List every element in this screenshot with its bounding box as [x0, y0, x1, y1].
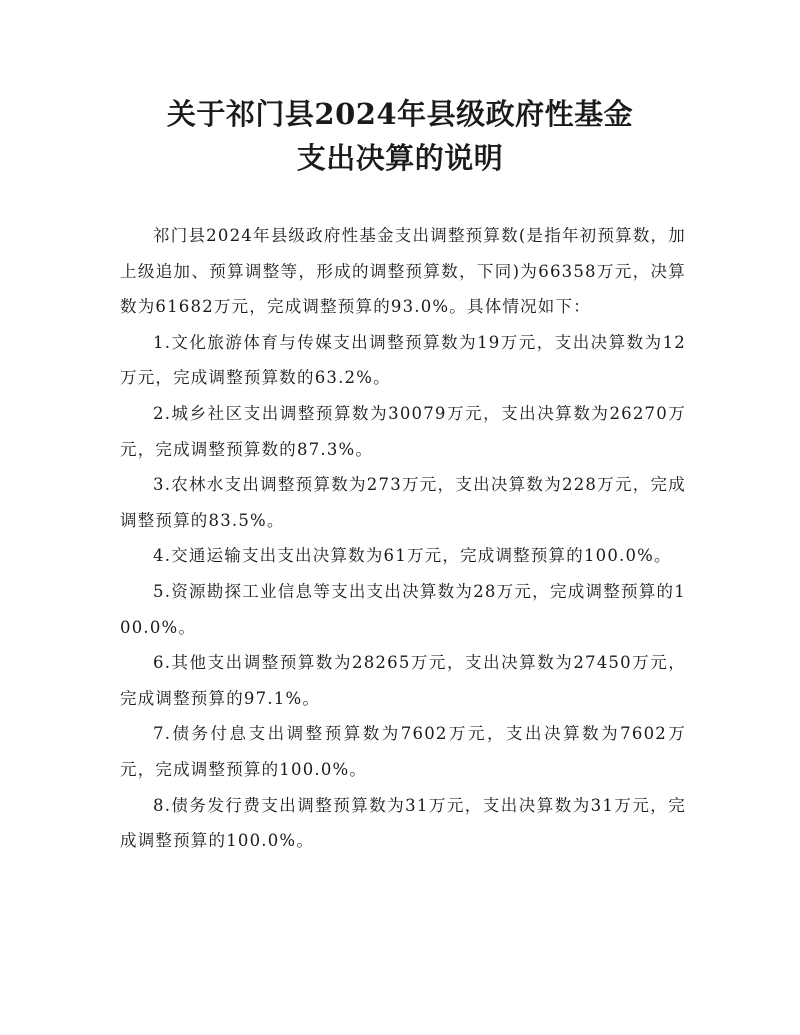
intro-paragraph: 祁门县2024年县级政府性基金支出调整预算数(是指年初预算数，加上级追加、预算调整等，形成的调整预算数，下同)为66358万元，决算数为61682万元，完成调整预算的93.0%。具体情况如下： — [120, 226, 686, 317]
document-title-line-2: 支出决算的说明 — [296, 141, 504, 175]
item-paragraph-2: 2.城乡社区支出调整预算数为30079万元，支出决算数为26270万元，完成调整预算数的87.3%。 — [120, 403, 686, 459]
document-title-line-1: 关于祁门县2024年县级政府性基金 — [166, 97, 634, 131]
item-paragraph-1: 1.文化旅游体育与传媒支出调整预算数为19万元，支出决算数为12万元，完成调整预算数的63.2%。 — [120, 332, 686, 388]
item-paragraph-4: 4.交通运输支出支出决算数为61万元，完成调整预算的100.0%。 — [153, 546, 672, 566]
document-body — [120, 218, 686, 859]
item-paragraph-3: 3.农林水支出调整预算数为273万元，支出决算数为228万元，完成调整预算的83.5%。 — [120, 475, 686, 530]
item-paragraph-7: 7.债务付息支出调整预算数为7602万元，支出决算数为7602万元，完成调整预算的100.0%。 — [120, 724, 686, 779]
item-paragraph-8: 8.债务发行费支出调整预算数为31万元，支出决算数为31万元，完成调整预算的100.0%。 — [120, 795, 686, 851]
item-paragraph-5: 5.资源勘探工业信息等支出支出决算数为28万元，完成调整预算的100.0%。 — [120, 581, 686, 637]
item-paragraph-6: 6.其他支出调整预算数为28265万元，支出决算数为27450万元，完成调整预算的97.1%。 — [120, 653, 686, 708]
